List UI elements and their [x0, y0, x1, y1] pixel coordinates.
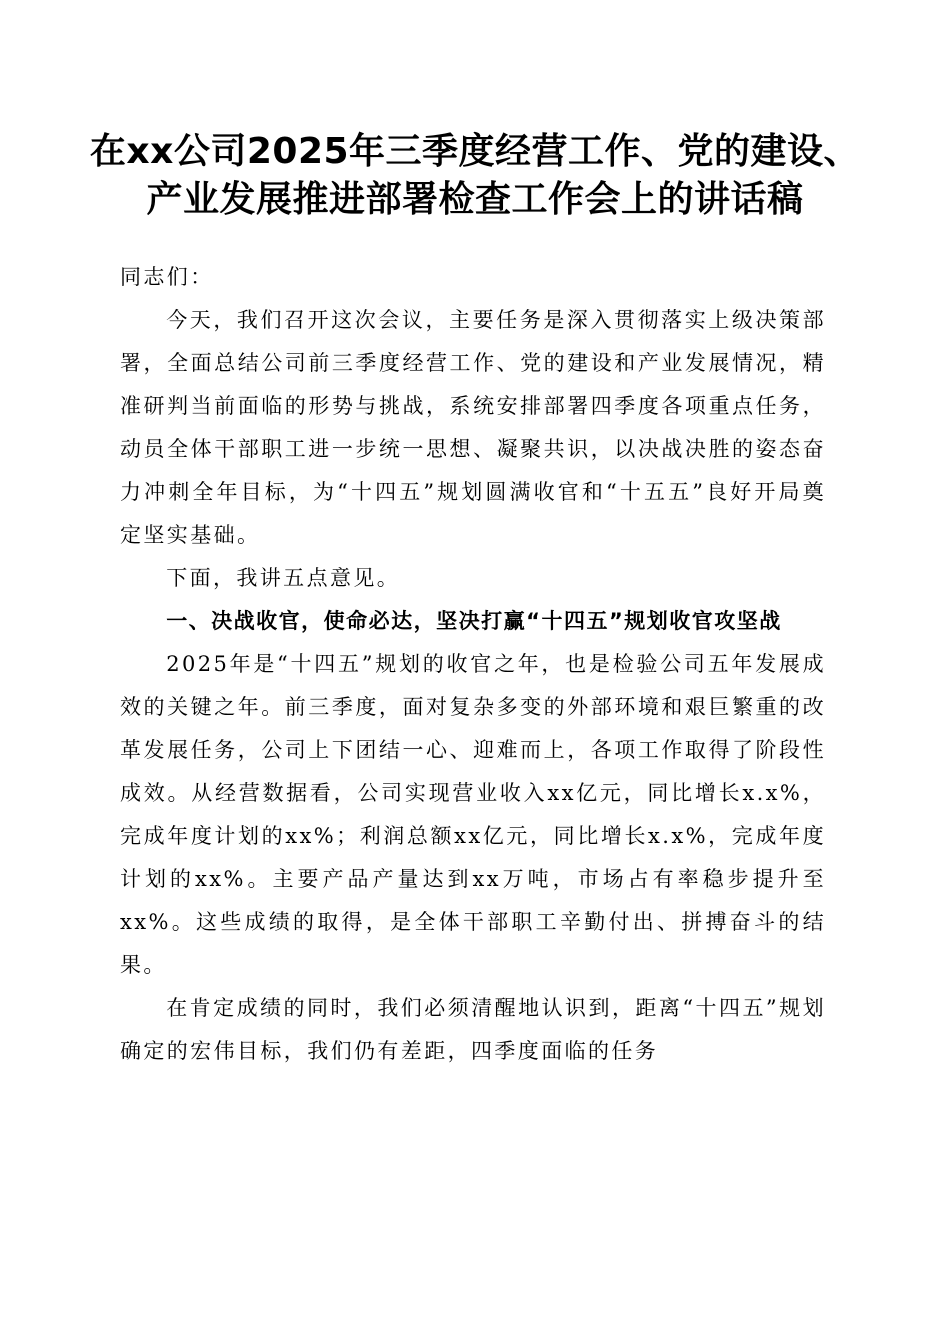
section-paragraph: 在肯定成绩的同时，我们必须清醒地认识到，距离“十四五”规划确定的宏伟目标，我们仍有差距，四季度面临的任务: [120, 996, 826, 1063]
greeting: 同志们：: [120, 265, 214, 289]
section-paragraph: 2025年是“十四五”规划的收官之年，也是检验公司五年发展成效的关键之年。前三季度，面对复杂多变的外部环境和艰巨繁重的改革发展任务，公司上下团结一心、迎难而上，各项工作取得了阶段性成效。从经营数据看，公司实现营业收入xx亿元，同比增长x.x%，完成年度计划的xx%；利润总额xx亿元，同比增长x.x%，完成年度计划的xx%。主要产品产量达到xx万吨，市场占有率稳步提升至xx%。这些成绩的取得，是全体干部职工辛勤付出、拼搏奋斗的结果。: [120, 652, 826, 977]
title-line-1: 在xx公司2025年三季度经营工作、党的建设、: [89, 131, 861, 172]
document-body: [120, 256, 826, 1073]
section-heading: 一、决战收官，使命必达，坚决打赢“十四五”规划收官攻坚战: [166, 609, 782, 633]
outline-paragraph: 下面，我讲五点意见。: [166, 566, 401, 590]
document-title: [60, 128, 890, 224]
title-line-2: 产业发展推进部署检查工作会上的讲话稿: [146, 179, 804, 220]
intro-paragraph: 今天，我们召开这次会议，主要任务是深入贯彻落实上级决策部署，全面总结公司前三季度经营工作、党的建设和产业发展情况，精准研判当前面临的形势与挑战，系统安排部署四季度各项重点任务，动员全体干部职工进一步统一思想、凝聚共识，以决战决胜的姿态奋力冲刺全年目标，为“十四五”规划圆满收官和“十五五”良好开局奠定坚实基础。: [120, 308, 826, 547]
